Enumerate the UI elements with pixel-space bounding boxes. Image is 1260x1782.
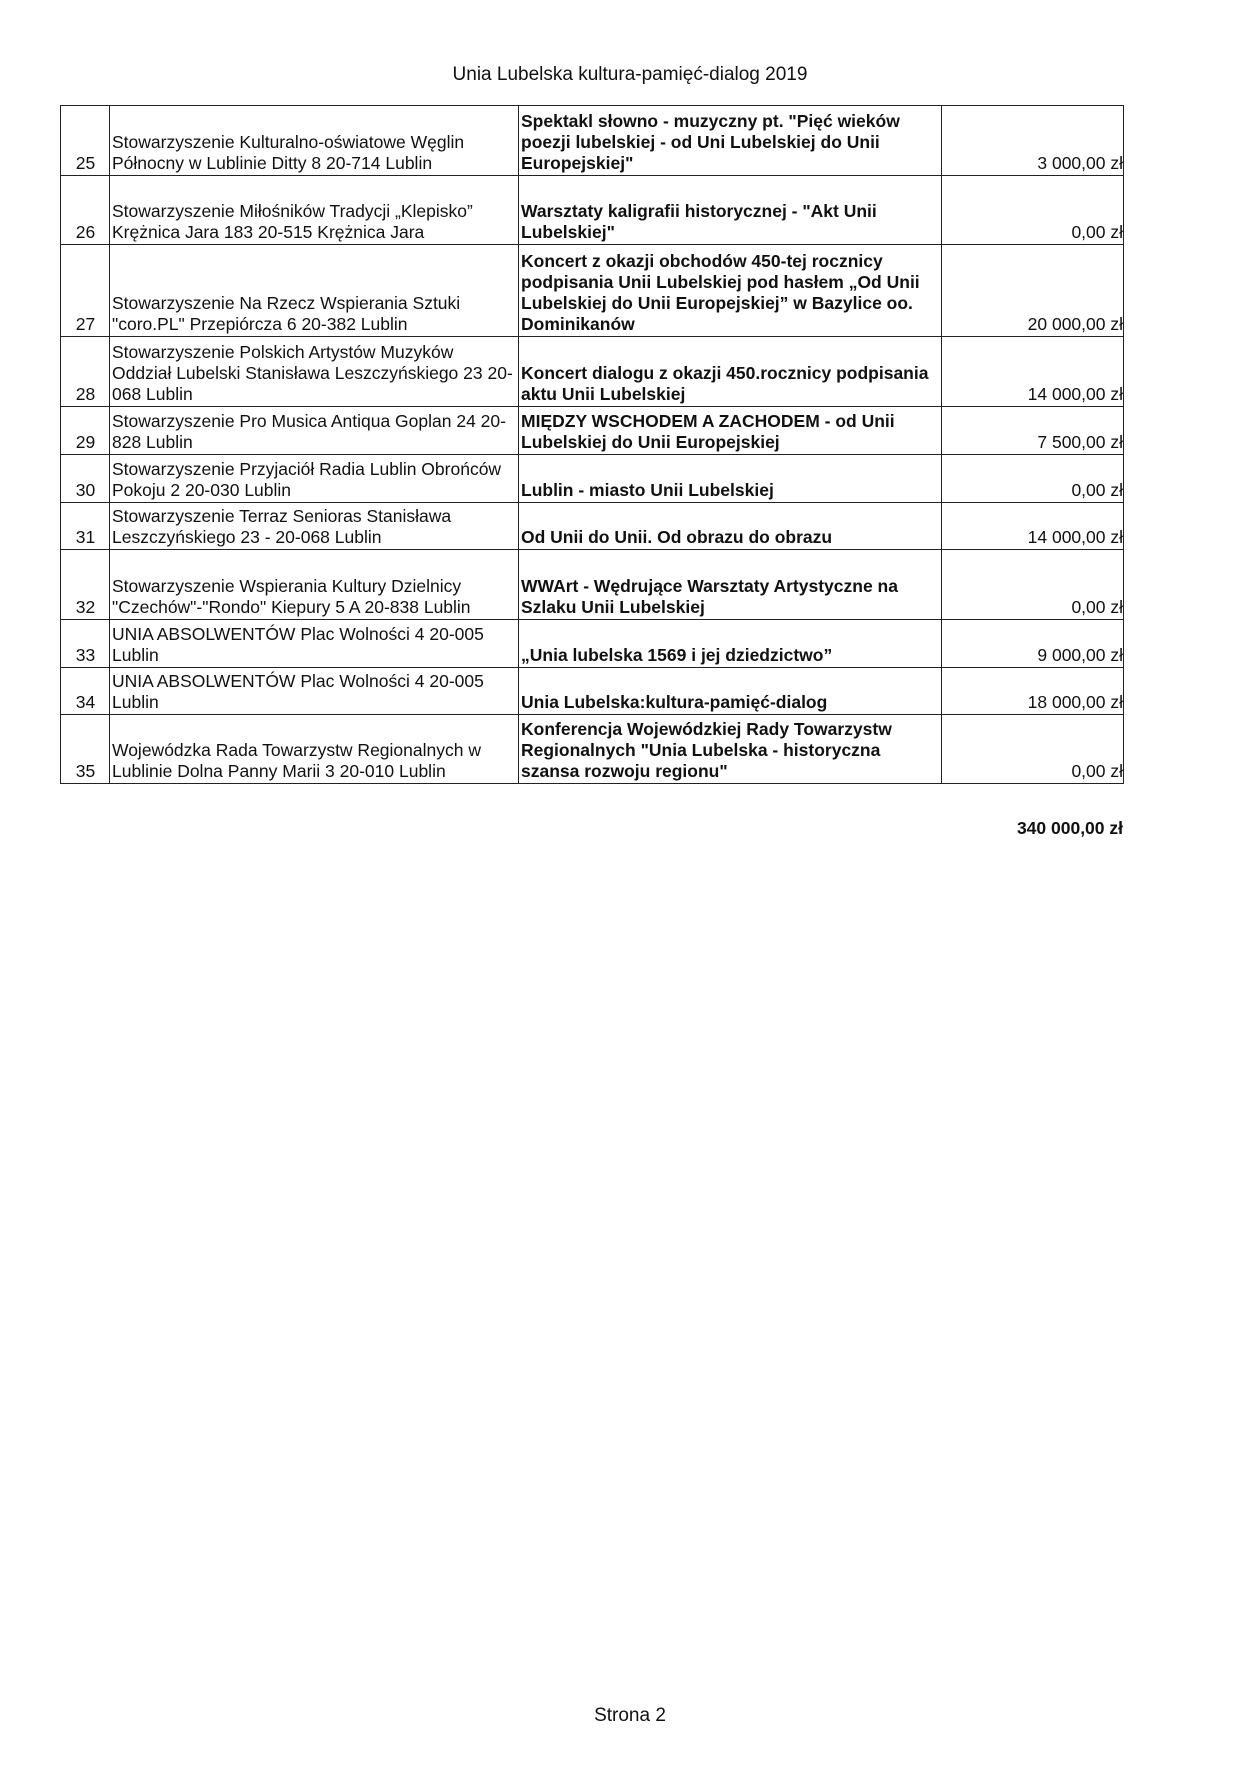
page-title: Unia Lubelska kultura-pamięć-dialog 2019 — [452, 64, 808, 85]
row-number: 28 — [61, 337, 110, 407]
row-number: 34 — [61, 668, 110, 715]
row-number: 26 — [61, 176, 110, 245]
table-row — [61, 715, 1124, 784]
amount-cell: 9 000,00 zł — [942, 620, 1124, 668]
project-title-cell: Koncert z okazji obchodów 450-tej rocznicy podpisania Unii Lubelskiej pod hasłem „Od Unii Lubelskiej do Unii Europejskiej” w Bazylice oo. Dominikanów — [519, 245, 942, 337]
table-row — [61, 455, 1124, 503]
organization-cell: Stowarzyszenie Na Rzecz Wspierania Sztuki "coro.PL" Przepiórcza 6 20-382 Lublin — [110, 245, 519, 337]
organization-cell: Stowarzyszenie Pro Musica Antiqua Goplan 24 20-828 Lublin — [110, 407, 519, 455]
project-title-cell: Spektakl słowno - muzyczny pt. "Pięć wieków poezji lubelskiej - od Uni Lubelskiej do Unii Europejskiej" — [519, 106, 942, 176]
table-row — [61, 407, 1124, 455]
amount-cell: 14 000,00 zł — [942, 337, 1124, 407]
project-title-cell: WWArt - Wędrujące Warsztaty Artystyczne na Szlaku Unii Lubelskiej — [519, 550, 942, 620]
table-row — [61, 337, 1124, 407]
organization-cell: Stowarzyszenie Terraz Senioras Stanisława Leszczyńskiego 23 - 20-068 Lublin — [110, 503, 519, 550]
project-title-cell: „Unia lubelska 1569 i jej dziedzictwo” — [519, 620, 942, 668]
amount-cell: 7 500,00 zł — [942, 407, 1124, 455]
amount-cell: 14 000,00 zł — [942, 503, 1124, 550]
row-number: 29 — [61, 407, 110, 455]
table-row — [61, 176, 1124, 245]
table-row — [61, 620, 1124, 668]
page-number: Strona 2 — [594, 1705, 666, 1726]
row-number: 35 — [61, 715, 110, 784]
organization-cell: UNIA ABSOLWENTÓW Plac Wolności 4 20-005 Lublin — [110, 668, 519, 715]
project-title-cell: MIĘDZY WSCHODEM A ZACHODEM - od Unii Lubelskiej do Unii Europejskiej — [519, 407, 942, 455]
grants-table — [60, 105, 1124, 784]
grand-total: 340 000,00 zł — [1016, 818, 1123, 838]
organization-cell: UNIA ABSOLWENTÓW Plac Wolności 4 20-005 Lublin — [110, 620, 519, 668]
table-row — [61, 106, 1124, 176]
project-title-cell: Warsztaty kaligrafii historycznej - "Akt Unii Lubelskiej" — [519, 176, 942, 245]
row-number: 25 — [61, 106, 110, 176]
table-row — [61, 245, 1124, 337]
amount-cell: 3 000,00 zł — [942, 106, 1124, 176]
project-title-cell: Koncert dialogu z okazji 450.rocznicy podpisania aktu Unii Lubelskiej — [519, 337, 942, 407]
organization-cell: Stowarzyszenie Przyjaciół Radia Lublin Obrońców Pokoju 2 20-030 Lublin — [110, 455, 519, 503]
row-number: 33 — [61, 620, 110, 668]
amount-cell: 0,00 zł — [942, 455, 1124, 503]
table-row — [61, 668, 1124, 715]
project-title-cell: Od Unii do Unii. Od obrazu do obrazu — [519, 503, 942, 550]
amount-cell: 0,00 zł — [942, 550, 1124, 620]
table-row — [61, 503, 1124, 550]
project-title-cell: Unia Lubelska:kultura-pamięć-dialog — [519, 668, 942, 715]
amount-cell: 0,00 zł — [942, 176, 1124, 245]
row-number: 30 — [61, 455, 110, 503]
organization-cell: Stowarzyszenie Wspierania Kultury Dzielnicy "Czechów"-"Rondo" Kiepury 5 A 20-838 Lublin — [110, 550, 519, 620]
organization-cell: Stowarzyszenie Kulturalno-oświatowe Węglin Północny w Lublinie Ditty 8 20-714 Lublin — [110, 106, 519, 176]
project-title-cell: Lublin - miasto Unii Lubelskiej — [519, 455, 942, 503]
organization-cell: Stowarzyszenie Polskich Artystów Muzyków Oddział Lubelski Stanisława Leszczyńskiego 23 20-068 Lublin — [110, 337, 519, 407]
amount-cell: 18 000,00 zł — [942, 668, 1124, 715]
row-number: 31 — [61, 503, 110, 550]
amount-cell: 20 000,00 zł — [942, 245, 1124, 337]
amount-cell: 0,00 zł — [942, 715, 1124, 784]
organization-cell: Wojewódzka Rada Towarzystw Regionalnych w Lublinie Dolna Panny Marii 3 20-010 Lublin — [110, 715, 519, 784]
table-row — [61, 550, 1124, 620]
row-number: 27 — [61, 245, 110, 337]
organization-cell: Stowarzyszenie Miłośników Tradycji „Klepisko” Krężnica Jara 183 20-515 Krężnica Jara — [110, 176, 519, 245]
row-number: 32 — [61, 550, 110, 620]
project-title-cell: Konferencja Wojewódzkiej Rady Towarzystw Regionalnych "Unia Lubelska - historyczna szansa rozwoju regionu" — [519, 715, 942, 784]
